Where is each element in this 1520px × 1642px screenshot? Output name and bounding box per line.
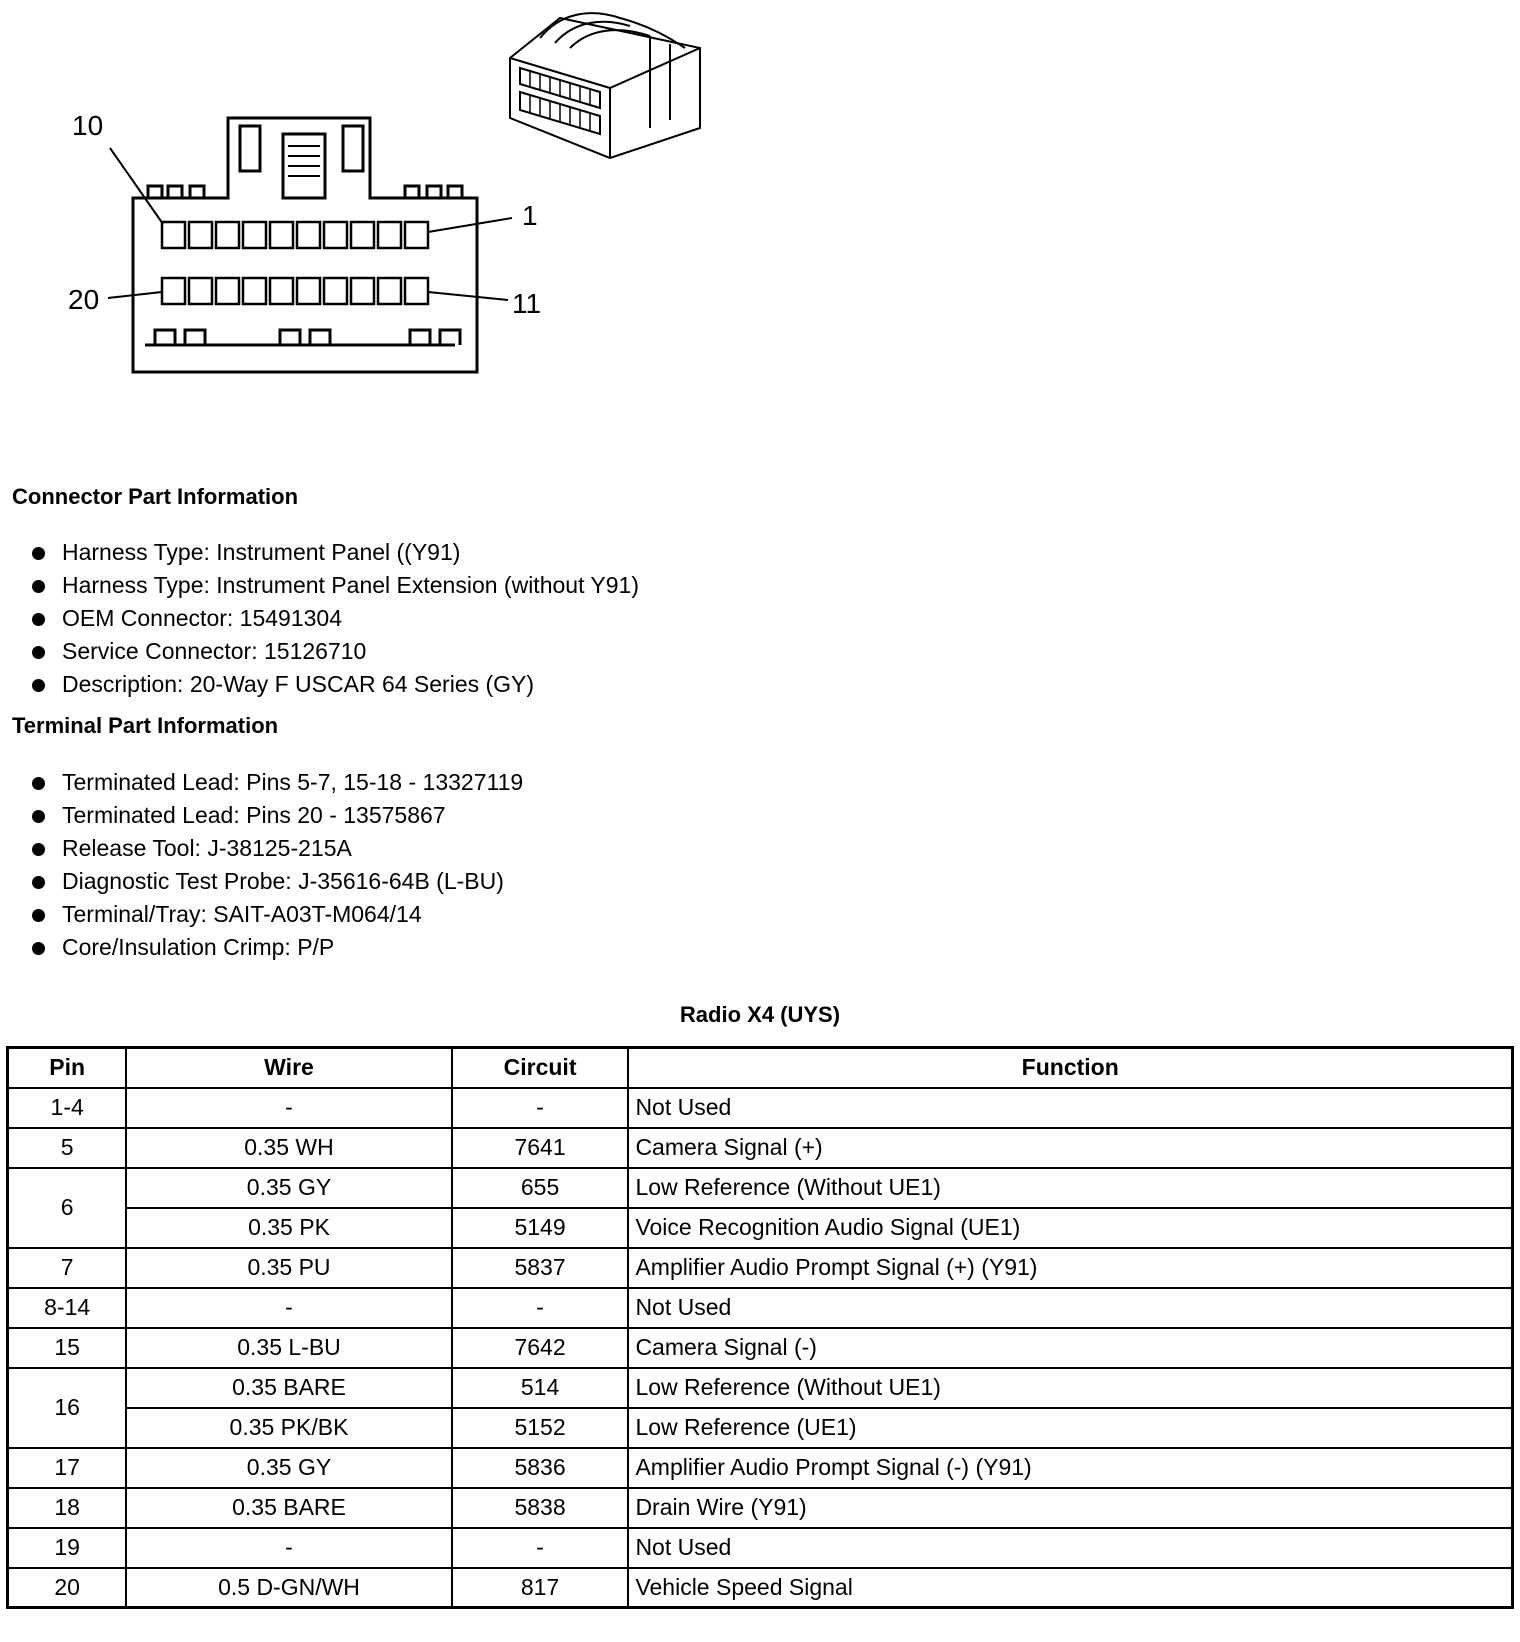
column-header-function: Function xyxy=(628,1048,1512,1088)
table-row xyxy=(8,1368,1513,1408)
circuit-cell: 5836 xyxy=(452,1448,629,1488)
connector-part-info-title: Connector Part Information xyxy=(12,484,299,509)
circuit-cell: 655 xyxy=(452,1168,629,1208)
connector-isometric-view xyxy=(500,8,720,168)
wire-cell: - xyxy=(126,1088,451,1128)
wire-cell: - xyxy=(126,1528,451,1568)
function-cell: Low Reference (Without UE1) xyxy=(628,1368,1512,1408)
list-item: Harness Type: Instrument Panel ((Y91) xyxy=(30,536,639,569)
wire-cell: 0.35 GY xyxy=(126,1168,451,1208)
list-item: Core/Insulation Crimp: P/P xyxy=(30,931,523,964)
table-row xyxy=(8,1568,1513,1608)
table-header-row xyxy=(8,1048,1513,1088)
circuit-cell: - xyxy=(452,1528,629,1568)
table-row xyxy=(8,1248,1513,1288)
pin-cell: 6 xyxy=(8,1168,127,1248)
circuit-cell: 514 xyxy=(452,1368,629,1408)
wire-cell: 0.35 WH xyxy=(126,1128,451,1168)
table-row xyxy=(8,1288,1513,1328)
pin-label-20: 20 xyxy=(68,284,100,315)
function-cell: Vehicle Speed Signal xyxy=(628,1568,1512,1608)
function-cell: Low Reference (Without UE1) xyxy=(628,1168,1512,1208)
pin-cell: 18 xyxy=(8,1488,127,1528)
pin-cell: 15 xyxy=(8,1328,127,1368)
pin-cell: 17 xyxy=(8,1448,127,1488)
list-item: Harness Type: Instrument Panel Extension (without Y91) xyxy=(30,569,639,602)
table-row xyxy=(8,1328,1513,1368)
list-item: Service Connector: 15126710 xyxy=(30,635,639,668)
list-item: Terminated Lead: Pins 5-7, 15-18 - 13327119 xyxy=(30,766,523,799)
list-item: Terminal/Tray: SAIT-A03T-M064/14 xyxy=(30,898,523,931)
wire-cell: 0.35 BARE xyxy=(126,1368,451,1408)
circuit-cell: - xyxy=(452,1288,629,1328)
wire-cell: 0.35 PU xyxy=(126,1248,451,1288)
wire-cell: 0.35 GY xyxy=(126,1448,451,1488)
wire-cell: 0.35 PK/BK xyxy=(126,1408,451,1448)
function-cell: Drain Wire (Y91) xyxy=(628,1488,1512,1528)
pin-cell: 8-14 xyxy=(8,1288,127,1328)
list-item: Diagnostic Test Probe: J-35616-64B (L-BU) xyxy=(30,865,523,898)
pin-label-1: 1 xyxy=(522,200,538,231)
list-item: Terminated Lead: Pins 20 - 13575867 xyxy=(30,799,523,832)
function-cell: Camera Signal (+) xyxy=(628,1128,1512,1168)
wire-cell: 0.35 BARE xyxy=(126,1488,451,1528)
column-header-circuit: Circuit xyxy=(452,1048,629,1088)
wire-cell: - xyxy=(126,1288,451,1328)
function-cell: Not Used xyxy=(628,1288,1512,1328)
wire-cell: 0.35 L-BU xyxy=(126,1328,451,1368)
connector-face-diagram xyxy=(0,0,560,400)
function-cell: Voice Recognition Audio Signal (UE1) xyxy=(628,1208,1512,1248)
table-row xyxy=(8,1088,1513,1128)
function-cell: Amplifier Audio Prompt Signal (-) (Y91) xyxy=(628,1448,1512,1488)
pin-table xyxy=(6,1046,1514,1609)
function-cell: Camera Signal (-) xyxy=(628,1328,1512,1368)
column-header-wire: Wire xyxy=(126,1048,451,1088)
table-row xyxy=(8,1408,1513,1448)
terminal-part-info-list xyxy=(30,766,523,964)
pin-cell: 16 xyxy=(8,1368,127,1448)
wire-cell: 0.35 PK xyxy=(126,1208,451,1248)
circuit-cell: 5838 xyxy=(452,1488,629,1528)
pin-cell: 19 xyxy=(8,1528,127,1568)
circuit-cell: 5837 xyxy=(452,1248,629,1288)
circuit-cell: 817 xyxy=(452,1568,629,1608)
function-cell: Not Used xyxy=(628,1088,1512,1128)
pin-label-11: 11 xyxy=(512,288,542,319)
function-cell: Low Reference (UE1) xyxy=(628,1408,1512,1448)
table-row xyxy=(8,1168,1513,1208)
pin-cell: 5 xyxy=(8,1128,127,1168)
table-row xyxy=(8,1208,1513,1248)
pin-table-title: Radio X4 (UYS) xyxy=(679,1002,841,1027)
pin-cell: 7 xyxy=(8,1248,127,1288)
pin-label-10: 10 xyxy=(72,110,104,141)
circuit-cell: 7641 xyxy=(452,1128,629,1168)
pin-cell: 20 xyxy=(8,1568,127,1608)
list-item: Description: 20-Way F USCAR 64 Series (GY) xyxy=(30,668,639,701)
table-row xyxy=(8,1448,1513,1488)
circuit-cell: 7642 xyxy=(452,1328,629,1368)
pin-cell: 1-4 xyxy=(8,1088,127,1128)
table-row xyxy=(8,1488,1513,1528)
circuit-cell: 5149 xyxy=(452,1208,629,1248)
column-header-pin: Pin xyxy=(8,1048,127,1088)
table-row xyxy=(8,1128,1513,1168)
table-row xyxy=(8,1528,1513,1568)
circuit-cell: 5152 xyxy=(452,1408,629,1448)
terminal-part-info-title: Terminal Part Information xyxy=(12,713,279,738)
function-cell: Amplifier Audio Prompt Signal (+) (Y91) xyxy=(628,1248,1512,1288)
list-item: OEM Connector: 15491304 xyxy=(30,602,639,635)
function-cell: Not Used xyxy=(628,1528,1512,1568)
connector-part-info-list xyxy=(30,536,639,701)
wire-cell: 0.5 D-GN/WH xyxy=(126,1568,451,1608)
list-item: Release Tool: J-38125-215A xyxy=(30,832,523,865)
circuit-cell: - xyxy=(452,1088,629,1128)
